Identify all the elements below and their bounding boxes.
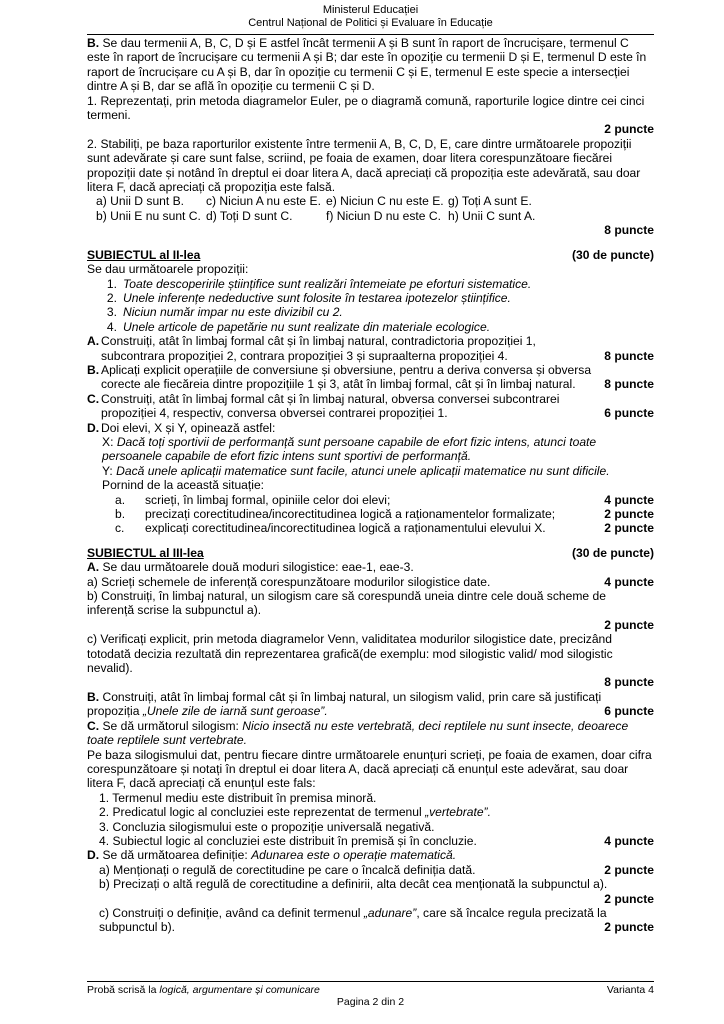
option-d: d) Toți D sunt C. — [206, 208, 293, 223]
option-e: e) Niciun C nu este E. — [326, 194, 444, 209]
option-a: a) Unii D sunt B. — [96, 194, 185, 209]
s2-points: (30 de puncte) — [572, 247, 654, 262]
s3-D-b: b) Precizați o altă regulă de corectitudine a definirii, alta decât cea menționată la subpunctul a). — [99, 877, 608, 892]
s1b-q1-points: 2 puncte — [604, 122, 654, 137]
s3-title: SUBIECTUL al III-lea — [87, 545, 204, 560]
s1b-intro: B. Se dau termenii A, B, C, D și E astfel încât termenii A și B sunt în raport de încrucișare, termenul C este în raport de încrucișare cu termenii A și B; dar este în opoziție cu termenii D și E, termenul D este în raport de încrucișare cu A și B, dar în opoziție cu termenii C și E, termenul E este specie a intersecției dintre A și B, dar se află în opoziție cu termenii C și D. — [87, 36, 647, 94]
s1b-q2-points: 8 puncte — [604, 223, 654, 238]
s2-D-lead: Pornind de la această situație: — [102, 478, 265, 493]
s1b-q1: 1. Reprezentați, prin metoda diagramelor Euler, pe o diagramă comună, raporturile logice dintre cei cinci termeni. — [87, 93, 645, 123]
s1b-q2: 2. Stabiliți, pe baza raporturilor existente între termenii A, B, C, D, E, care dintre următoarele propoziții sunt adevărate și care sunt false, scriind, pe foaia de examen, doar litera corespunzătoare fiecărei propoziții date și notând în dreptul ei doar litera A, dacă apreciați că propoziția este adevărată, sau doar litera F, dacă apreciați că propoziția este falsă. — [87, 136, 641, 195]
s1b-options — [87, 194, 654, 223]
option-g: g) Toți A sunt E. — [448, 194, 532, 209]
s3-C-item: 1. Termenul mediu este distribuit în premisa minoră. — [99, 790, 377, 805]
page-footer — [87, 981, 654, 1008]
footer-page-number: Pagina 2 din 2 — [336, 996, 405, 1008]
s3-C-item: 4. Subiectul logic al concluziei este distribuit în premisă și în concluzie. 4 puncte — [99, 833, 654, 848]
s2-B: B. Aplicați explicit operațiile de conversiune și obversiune, pentru a deriva conversa și obversa corecte ale fiecăreia dintre propozițiile 1 și 3, atât în limbaj formal, cât și în limbaj natural. 8 puncte — [87, 362, 654, 392]
s3-heading — [87, 546, 654, 560]
header-ministry: Ministerul Educației — [322, 4, 419, 16]
s3-A: A. Se dau următoarele două moduri silogistice: eae-1, eae-3. — [87, 560, 414, 575]
header-divider — [87, 34, 654, 35]
s3-C: C. Se dă următorul silogism: Nicio insectă nu este vertebrată, deci reptilele nu sunt insecte, deoarece toate reptilele sunt vertebrate. — [87, 718, 629, 748]
page-header — [87, 4, 654, 30]
s2-prop: 4. Unele articole de papetărie nu sunt realizate din materiale ecologice. — [106, 319, 491, 334]
footer-divider — [87, 981, 654, 982]
s3-A-a: a) Scrieți schemele de inferență corespunzătoare modurilor silogistice date. 4 puncte — [87, 574, 654, 589]
s3-B: B. Construiți, atât în limbaj formal cât și în limbaj natural, un silogism valid, prin care să justificați propoziția „Unele zile de iarnă sunt geroase”. 6 puncte — [87, 689, 654, 719]
s2-D-item: b. precizați corectitudinea/incorectitudinea logică a raționamentelor formalizate; 2 puncte — [115, 507, 654, 521]
option-h: h) Unii C sunt A. — [448, 208, 536, 223]
s2-title: SUBIECTUL al II-lea — [87, 247, 201, 262]
s2-intro: Se dau următoarele propoziții: — [87, 262, 249, 277]
s3-A-b-points: 2 puncte — [604, 617, 654, 632]
s3-D-c: c) Construiți o definiție, având ca definit termenul „adunare”, care să încalce regula precizată la subpunctul b). 2 puncte — [99, 905, 654, 935]
exam-page — [87, 0, 654, 935]
option-f: f) Niciun D nu este C. — [326, 208, 441, 223]
s3-C-item: 2. Predicatul logic al concluziei este reprezentat de termenul „vertebrate”. — [99, 805, 491, 820]
s3-C-item: 3. Concluzia silogismului este o propoziție universală negativă. — [99, 819, 435, 834]
s3-D-a: a) Menționați o regulă de corectitudine pe care o încalcă definiția dată. 2 puncte — [99, 862, 654, 877]
s2-C: C. Construiți, atât în limbaj formal cât și în limbaj natural, obversa conversei subcontrarei propoziției 4, respectiv, conversa obversei contrarei propoziției 1. 6 puncte — [87, 391, 654, 421]
footer-variant: Varianta 4 — [606, 984, 654, 996]
option-b: b) Unii E nu sunt C. — [96, 208, 201, 223]
s2-prop: 3. Niciun număr impar nu este divizibil cu 2. — [106, 305, 343, 320]
s2-D-student-x: X: Dacă toți sportivii de performanță sunt persoane capabile de efort fizic intens, atunci toate persoanele capabile de efort fizic intens sunt sportivi de performanță. — [102, 434, 597, 464]
s3-points: (30 de puncte) — [572, 545, 654, 560]
s3-C-instr: Pe baza silogismului dat, pentru fiecare dintre următoarele enunțuri scrieți, pe foaia de examen, doar cifra corespunzătoare și notați în dreptul ei doar litera A, dacă apreciați că enunțul este adevărat, sau doar litera F, dacă apreciați că enunțul este fals: — [87, 747, 652, 791]
s3-D: D. Se dă următoarea definiție: Adunarea este o operație matematică. — [87, 848, 457, 863]
header-center: Centrul Național de Politici și Evaluare în Educație — [248, 17, 493, 29]
s3-D-b-points: 2 puncte — [604, 891, 654, 906]
s3-A-c-points: 8 puncte — [604, 675, 654, 690]
s2-prop: 2. Unele inferențe nedeductive sunt folosite în testarea ipotezelor științifice. — [106, 290, 511, 305]
s3-A-c: c) Verificați explicit, prin metoda diagramelor Venn, validitatea modurilor silogistice date, precizând totodată decizia rezultată din reprezentarea grafică(de exemplu: mod silogistic valid/ mod silogistic nevalid). — [87, 632, 613, 676]
s2-D-item: c. explicați corectitudinea/incorectitudinea logică a raționamentului elevului X. 2 puncte — [115, 521, 654, 536]
s3-A-b: b) Construiți, în limbaj natural, un silogism care să corespundă uneia dintre cele două scheme de inferență scrise la subpunctul a). — [87, 589, 606, 618]
s2-D-item: a. scrieți, în limbaj formal, opiniile celor doi elevi; 4 puncte — [115, 492, 654, 507]
footer-exam-label: Probă scrisă la logică, argumentare și comunicare — [87, 984, 320, 996]
s2-prop: 1. Toate descoperirile științifice sunt realizări întemeiate pe eforturi sistematice. — [106, 276, 532, 291]
s2-A: A. Construiți, atât în limbaj formal cât și în limbaj natural, contradictoria propoziției 1, subcontrara propoziției 2, contrara propoziției 3 și supraalterna propoziției 4. 8 puncte — [87, 334, 654, 363]
s2-heading — [87, 248, 654, 262]
s2-D-student-y: Y: Dacă unele aplicații matematice sunt facile, atunci unele aplicații matematice nu sunt dificile. — [102, 463, 610, 478]
option-c: c) Niciun A nu este E. — [206, 194, 321, 209]
s2-D: D. Doi elevi, X și Y, opinează astfel: — [87, 420, 276, 435]
